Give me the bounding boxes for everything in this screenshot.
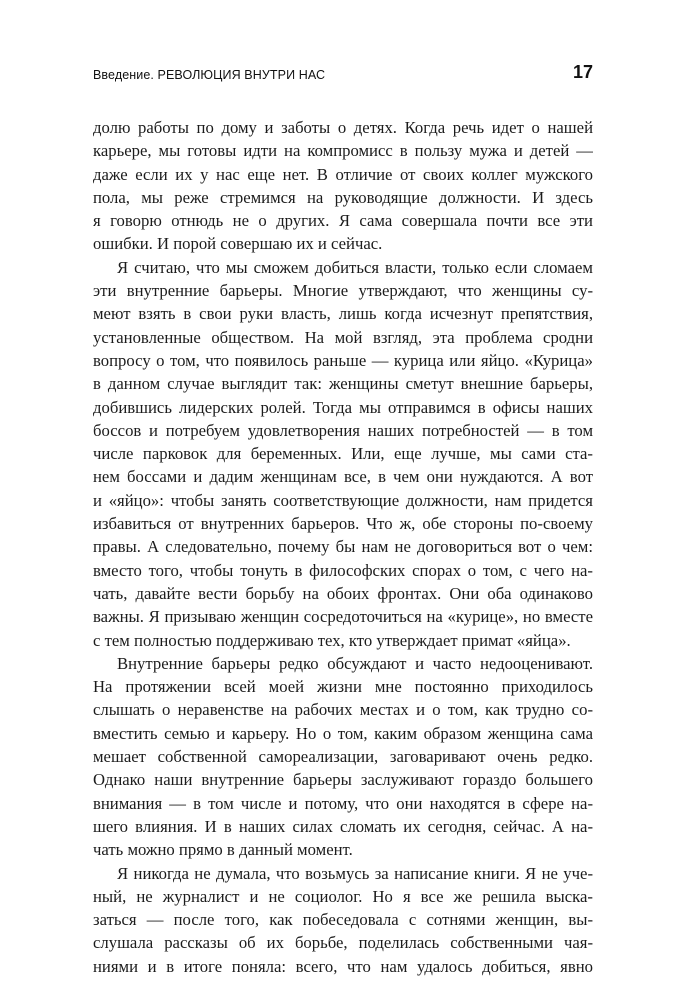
text-line: нем боссами и дадим женщинам все, в чем они нуждаются. А вот: [93, 467, 593, 487]
text-line: вместо того, чтобы тонуть в философских спорах о том, с чего на-: [93, 560, 593, 580]
text-line: слышать о неравенстве на рабочих местах и о том, как трудно со-: [93, 700, 593, 720]
body-text: [93, 116, 593, 978]
text-line: долю работы по дому и заботы о детях. Когда речь идет о нашей: [93, 118, 593, 137]
running-head: Введение. РЕВОЛЮЦИЯ ВНУТРИ НАС: [93, 68, 326, 82]
text-line: Я считаю, что мы сможем добиться власти, только если сломаем: [117, 257, 593, 277]
text-line: я говорю отнюдь не о других. Я сама совершала почти все эти: [93, 211, 593, 231]
text-line: пола, мы реже стремимся на руководящие должности. И здесь: [93, 187, 593, 207]
text-line: установленные обществом. На мой взгляд, эта проблема сродни: [93, 327, 593, 347]
page-number: 17: [572, 62, 593, 82]
text-line: вместить семью и карьеру. Но о том, каким образом женщина сама: [93, 723, 593, 743]
text-line: Однако наши внутренние барьеры заслуживают гораздо большего: [93, 770, 593, 790]
text-line: числе парковок для беременных. Или, еще лучше, мы сами ста-: [93, 444, 593, 464]
text-line: заться — после того, как побеседовала с сотнями женщин, вы-: [93, 910, 593, 930]
text-line: Внутренние барьеры редко обсуждают и часто недооценивают.: [117, 653, 593, 673]
text-line: важны. Я призываю женщин сосредоточиться на «курице», но вместе: [93, 607, 593, 627]
text-line: боссов и потребуем удовлетворения наших потребностей — в том: [93, 420, 593, 440]
text-line: ный, не журналист и не социолог. Но я все же решила выска-: [93, 886, 593, 906]
paragraph-3: [93, 652, 593, 862]
text-line: в данном случае выглядит так: женщины сметут внешние барьеры,: [93, 374, 593, 394]
paragraph-2: [93, 256, 593, 652]
text-line: чать, давайте вести борьбу на обоих фронтах. Они оба одинаково: [93, 583, 593, 603]
text-line: карьере, мы готовы идти на компромисс в пользу мужа и детей —: [93, 141, 593, 161]
text-line: ниями и в итоге поняла: всего, что нам удалось добиться, явно: [93, 956, 593, 976]
text-line: внимания — в том числе и потому, что они находятся в сфере на-: [93, 793, 593, 813]
text-line: мешает собственной самореализации, заговаривают очень редко.: [93, 747, 593, 767]
text-line: шего влияния. И в наших силах сломать их сегодня, сейчас. А на-: [93, 816, 593, 836]
text-line: Я никогда не думала, что возьмусь за написание книги. Я не уче-: [117, 863, 593, 883]
text-line: добившись лидерских ролей. Тогда мы отправимся в офисы наших: [93, 397, 593, 417]
paragraph-1: [93, 116, 593, 256]
text-line: избавиться от внутренних барьеров. Что ж, обе стороны по-своему: [93, 514, 593, 534]
text-line: даже если их у нас еще нет. В отличие от своих коллег мужского: [93, 164, 593, 184]
text-line: правы. А следовательно, почему бы нам не договориться вот о чем:: [93, 537, 593, 557]
page-header: [93, 60, 593, 90]
text-line: На протяжении всей моей жизни мне постоянно приходилось: [93, 677, 593, 697]
text-line: вопросу о том, что появилось раньше — курица или яйцо. «Курица»: [93, 350, 593, 370]
text-line: ошибки. И порой совершаю их и сейчас.: [93, 234, 383, 254]
text-line: чать можно прямо в данный момент.: [93, 840, 353, 860]
paragraph-4: [93, 862, 593, 978]
text-line: слушала рассказы об их борьбе, поделилась собственными чая-: [93, 933, 593, 953]
text-line: и «яйцо»: чтобы занять соответствующие должности, нам придется: [93, 490, 593, 510]
text-line: с тем полностью поддерживаю тех, кто утверждает примат «яйца».: [93, 630, 571, 650]
text-line: меют взять в свои руки власть, лишь когда исчезнут препятствия,: [93, 304, 593, 324]
text-line: эти внутренние барьеры. Многие утверждают, что женщины су-: [93, 281, 593, 301]
